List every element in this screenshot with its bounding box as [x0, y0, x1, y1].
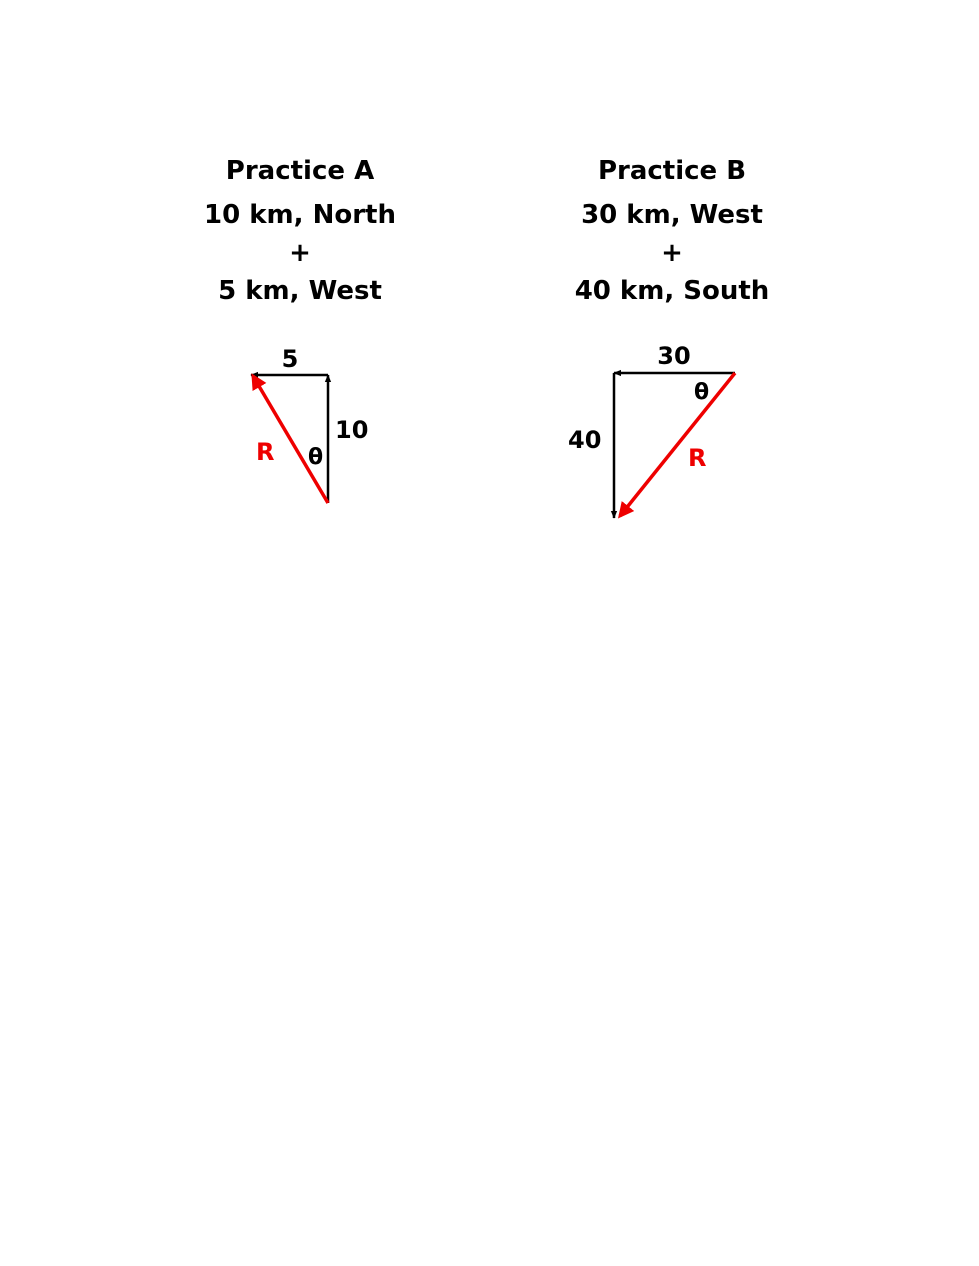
practice-b-plus-sign: + [661, 238, 683, 268]
practice-b-horizontal-label: 30 [657, 342, 691, 370]
practice-a-vertical-label: 10 [335, 416, 369, 444]
practice-a-plus-sign: + [289, 238, 311, 268]
practice-a-vector-1: 10 km, North [204, 200, 396, 230]
practice-a-horizontal-label: 5 [281, 345, 299, 373]
practice-b-vector-2: 40 km, South [574, 276, 770, 306]
practice-a-resultant-label: R [256, 438, 275, 466]
practice-b-title: Practice B [597, 156, 747, 186]
practice-a-angle-label: θ [308, 445, 324, 470]
practice-b-angle-label: θ [694, 380, 710, 405]
practice-a-vector-2: 5 km, West [218, 276, 382, 306]
practice-a-diagram [251, 345, 368, 503]
practice-b-vertical-label: 40 [568, 426, 602, 454]
practice-b-resultant-vector [620, 373, 735, 516]
practice-a-title: Practice A [225, 156, 375, 186]
practice-b-diagram [568, 342, 735, 518]
practice-b-resultant-label: R [688, 444, 707, 472]
practice-b-vector-1: 30 km, West [581, 200, 763, 230]
